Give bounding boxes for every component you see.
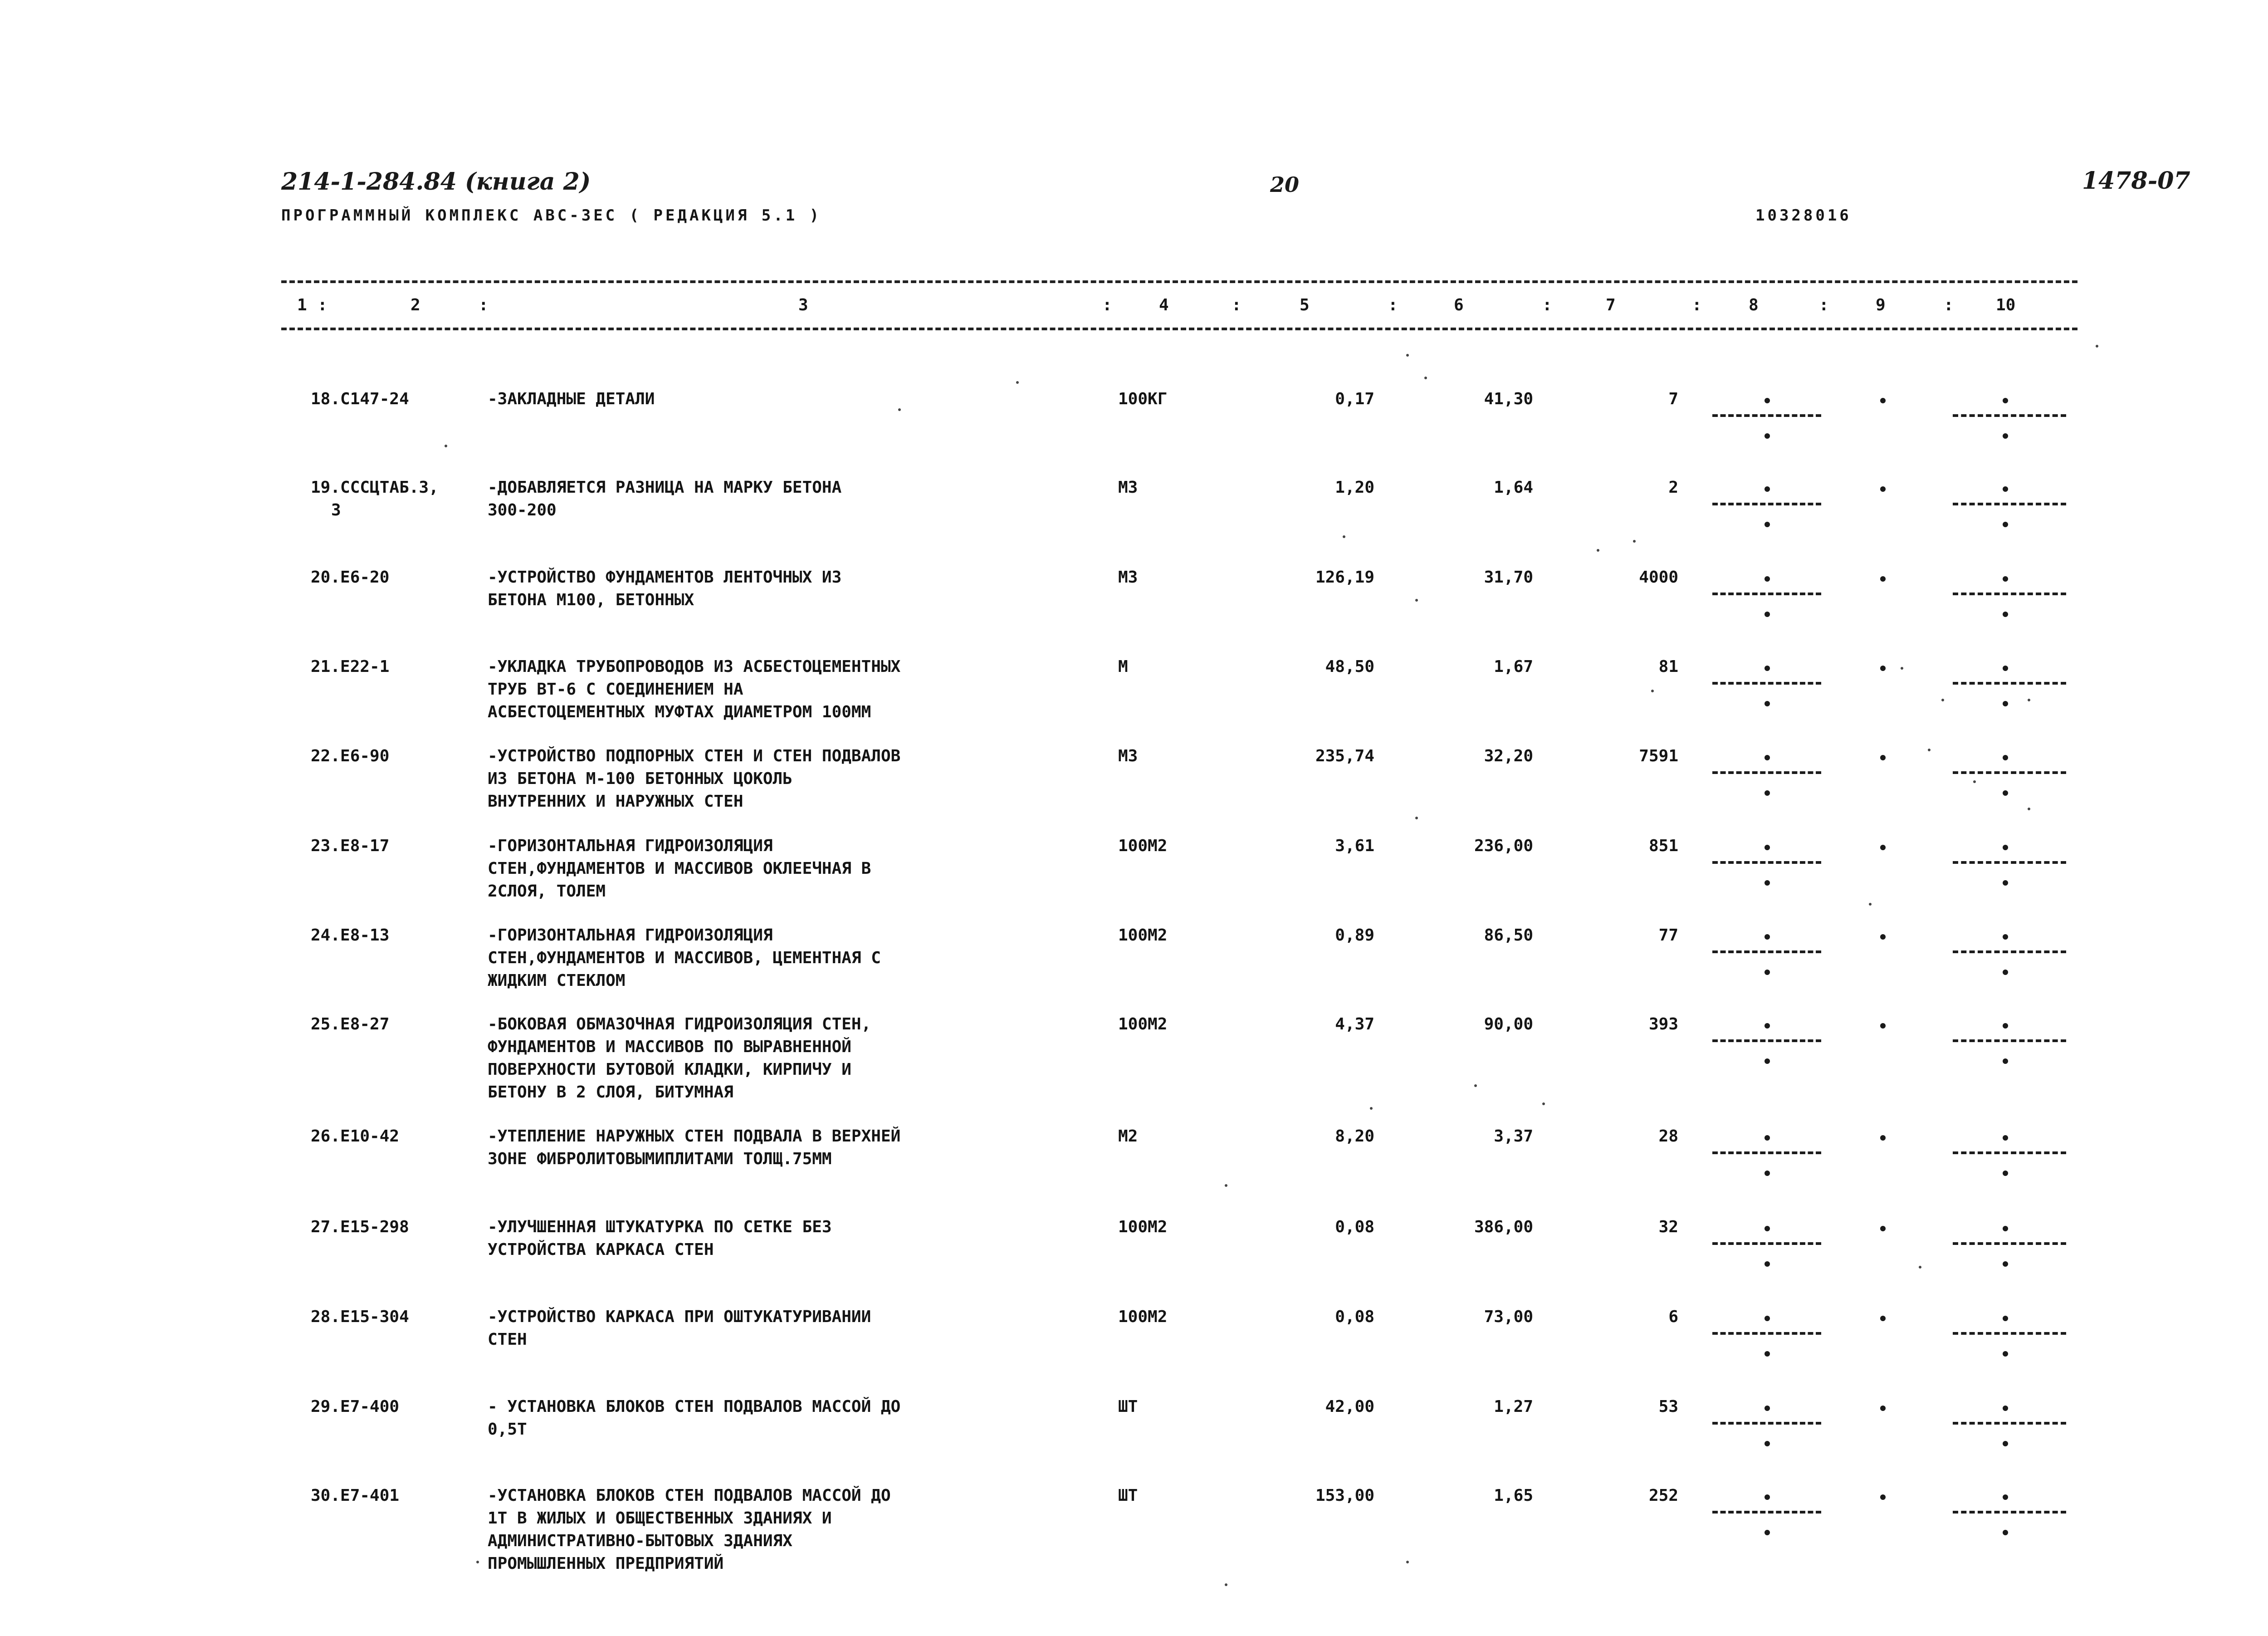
col-header-10: 10 <box>1996 296 2016 314</box>
row-description <box>488 1125 900 1171</box>
col8-mark <box>1765 1135 1770 1141</box>
col-header-2: 2 <box>411 296 420 314</box>
scan-speck <box>1941 699 1944 701</box>
description-line: -ГОРИЗОНТАЛЬНАЯ ГИДРОИЗОЛЯЦИЯ <box>488 926 773 945</box>
description-line: СТЕН,ФУНДАМЕНТОВ И МАССИВОВ ОКЛЕЕЧНАЯ В <box>488 859 871 878</box>
col8-mark <box>1765 1406 1770 1411</box>
col9-mark <box>1880 398 1886 403</box>
col-header-4: 4 <box>1159 296 1169 314</box>
row-quantity: 1,20 <box>1335 478 1374 497</box>
col8-separator <box>1712 771 1821 774</box>
scan-speck <box>1225 1184 1227 1187</box>
row-description <box>488 656 900 724</box>
handwritten-reference: 214-1-284.84 (книга 2) <box>281 168 591 196</box>
description-line: ЖИДКИМ СТЕКЛОМ <box>488 971 626 990</box>
col8-separator <box>1712 861 1821 864</box>
row-description <box>488 388 655 411</box>
col8-mark <box>1765 1171 1770 1176</box>
row-unit-price: 3,37 <box>1494 1127 1533 1146</box>
row-unit: ШТ <box>1118 1397 1138 1416</box>
description-line: СТЕН,ФУНДАМЕНТОВ И МАССИВОВ, ЦЕМЕНТНАЯ С <box>488 949 881 967</box>
col10-mark <box>2003 666 2008 671</box>
scan-speck <box>1597 549 1599 552</box>
row-code: 22.Е6-90 <box>311 747 390 765</box>
row-code: 26.Е10-42 <box>311 1127 400 1146</box>
row-total: 6 <box>1668 1308 1678 1326</box>
col-header-3: 3 <box>798 296 808 314</box>
description-line: -ГОРИЗОНТАЛЬНАЯ ГИДРОИЗОЛЯЦИЯ <box>488 837 773 855</box>
col8-separator <box>1712 1039 1821 1042</box>
row-unit-price: 1,65 <box>1494 1486 1533 1505</box>
row-total: 252 <box>1648 1486 1678 1505</box>
col10-separator <box>1953 771 2066 774</box>
col8-mark <box>1765 486 1770 492</box>
scan-speck <box>1343 535 1345 538</box>
col9-mark <box>1880 1316 1886 1321</box>
col10-mark <box>2003 755 2008 760</box>
scan-speck <box>2096 345 2098 348</box>
col8-separator <box>1712 414 1821 417</box>
description-line: ВНУТРЕННИХ И НАРУЖНЫХ СТЕН <box>488 792 743 811</box>
description-line: ФУНДАМЕНТОВ И МАССИВОВ ПО ВЫРАВНЕННОЙ <box>488 1038 851 1056</box>
col9-mark <box>1880 1135 1886 1141</box>
row-description <box>488 1013 871 1104</box>
description-line: ПРОМЫШЛЕННЫХ ПРЕДПРИЯТИЙ <box>488 1554 724 1573</box>
row-quantity: 3,61 <box>1335 837 1374 855</box>
row-code-continuation: 3 <box>331 501 341 519</box>
col9-mark <box>1880 486 1886 492</box>
row-total: 7591 <box>1639 747 1678 765</box>
scan-speck <box>1406 354 1409 357</box>
scan-speck <box>1474 1084 1477 1087</box>
scan-speck <box>1869 903 1872 906</box>
col9-mark <box>1880 934 1886 940</box>
description-line: АДМИНИСТРАТИВНО-БЫТОВЫХ ЗДАНИЯХ <box>488 1532 792 1550</box>
scan-speck <box>1919 1266 1921 1269</box>
col10-mark <box>2003 1316 2008 1321</box>
row-unit: М3 <box>1118 478 1138 497</box>
col8-mark <box>1765 522 1770 527</box>
row-unit-price: 90,00 <box>1484 1015 1533 1034</box>
col10-mark <box>2003 701 2008 706</box>
col10-mark <box>2003 1441 2008 1446</box>
col10-mark <box>2003 398 2008 403</box>
scan-speck <box>2028 699 2030 701</box>
description-line: -БОКОВАЯ ОБМАЗОЧНАЯ ГИДРОИЗОЛЯЦИЯ СТЕН, <box>488 1015 871 1034</box>
scan-speck <box>2028 808 2030 810</box>
description-line: ТРУБ ВТ-6 С СОЕДИНЕНИЕМ НА <box>488 680 743 699</box>
col8-mark <box>1765 1351 1770 1357</box>
row-total: 32 <box>1658 1218 1678 1236</box>
row-quantity: 42,00 <box>1325 1397 1374 1416</box>
col10-mark <box>2003 845 2008 850</box>
row-total: 77 <box>1658 926 1678 945</box>
col10-mark <box>2003 970 2008 975</box>
row-code: 23.Е8-17 <box>311 837 390 855</box>
scan-speck <box>1016 381 1019 384</box>
col9-mark <box>1880 1226 1886 1231</box>
description-line: -УКЛАДКА ТРУБОПРОВОДОВ ИЗ АСБЕСТОЦЕМЕНТНЫХ <box>488 657 901 676</box>
row-quantity: 235,74 <box>1315 747 1374 765</box>
row-description <box>488 476 841 522</box>
col8-mark <box>1765 845 1770 850</box>
row-code: 20.Е6-20 <box>311 568 390 587</box>
row-code: 18.С147-24 <box>311 390 409 408</box>
row-unit: М2 <box>1118 1127 1138 1146</box>
row-unit-price: 41,30 <box>1484 390 1533 408</box>
row-unit-price: 236,00 <box>1474 837 1533 855</box>
col8-mark <box>1765 1023 1770 1029</box>
row-quantity: 153,00 <box>1315 1486 1374 1505</box>
description-line: АСБЕСТОЦЕМЕНТНЫХ МУФТАХ ДИАМЕТРОМ 100ММ <box>488 703 871 721</box>
col10-mark <box>2003 612 2008 617</box>
col10-mark <box>2003 522 2008 527</box>
col10-separator <box>1953 1422 2066 1425</box>
col8-mark <box>1765 880 1770 886</box>
description-line: 1Т В ЖИЛЫХ И ОБЩЕСТВЕННЫХ ЗДАНИЯХ И <box>488 1509 832 1528</box>
description-line: -УСТАНОВКА БЛОКОВ СТЕН ПОДВАЛОВ МАССОЙ ДО <box>488 1486 891 1505</box>
col8-mark <box>1765 1494 1770 1500</box>
col8-mark <box>1765 1261 1770 1267</box>
scan-speck <box>1370 1107 1373 1110</box>
col8-mark <box>1765 1316 1770 1321</box>
row-total: 53 <box>1658 1397 1678 1416</box>
description-line: ПОВЕРХНОСТИ БУТОВОЙ КЛАДКИ, КИРПИЧУ И <box>488 1060 851 1079</box>
row-total: 393 <box>1648 1015 1678 1034</box>
row-quantity: 0,17 <box>1335 390 1374 408</box>
col8-separator <box>1712 950 1821 953</box>
row-total: 81 <box>1658 657 1678 676</box>
col9-mark <box>1880 1494 1886 1500</box>
description-line: УСТРОЙСТВА КАРКАСА СТЕН <box>488 1240 714 1259</box>
document-code: 10328016 <box>1755 206 1852 225</box>
description-line: 0,5Т <box>488 1420 527 1439</box>
col8-separator <box>1712 1242 1821 1245</box>
col10-mark <box>2003 1171 2008 1176</box>
col-header-6: 6 <box>1454 296 1464 314</box>
col10-separator <box>1953 1332 2066 1335</box>
col8-mark <box>1765 970 1770 975</box>
scan-speck <box>898 408 901 411</box>
col10-mark <box>2003 1058 2008 1064</box>
col8-mark <box>1765 1058 1770 1064</box>
col10-separator <box>1953 593 2066 595</box>
col10-separator <box>1953 682 2066 685</box>
scan-speck <box>1651 690 1654 692</box>
row-unit: М <box>1118 657 1128 676</box>
col10-mark <box>2003 486 2008 492</box>
col8-mark <box>1765 433 1770 439</box>
col10-mark <box>2003 1226 2008 1231</box>
row-code: 29.Е7-400 <box>311 1397 400 1416</box>
row-unit: 100М2 <box>1118 837 1168 855</box>
row-code: 30.Е7-401 <box>311 1486 400 1505</box>
col9-mark <box>1880 1406 1886 1411</box>
col-header-8: 8 <box>1749 296 1759 314</box>
program-line: ПРОГРАММНЫЙ КОМПЛЕКС АВС-ЗЕС ( РЕДАКЦИЯ 5.1 ) <box>281 206 822 225</box>
col9-mark <box>1880 755 1886 760</box>
description-line: -УЛУЧШЕННАЯ ШТУКАТУРКА ПО СЕТКЕ БЕЗ <box>488 1218 832 1236</box>
row-description <box>488 566 841 612</box>
row-quantity: 0,89 <box>1335 926 1374 945</box>
table-header-rule <box>281 328 2077 330</box>
col9-mark <box>1880 845 1886 850</box>
scan-speck <box>1542 1102 1545 1105</box>
col10-separator <box>1953 1151 2066 1154</box>
col10-separator <box>1953 950 2066 953</box>
col10-mark <box>2003 1135 2008 1141</box>
row-unit: 100М2 <box>1118 1308 1168 1326</box>
row-unit-price: 32,20 <box>1484 747 1533 765</box>
row-unit: 100М2 <box>1118 1015 1168 1034</box>
description-line: -УСТРОЙСТВО ПОДПОРНЫХ СТЕН И СТЕН ПОДВАЛОВ <box>488 747 901 765</box>
col-header-5: 5 <box>1300 296 1310 314</box>
row-description <box>488 1216 832 1261</box>
row-quantity: 4,37 <box>1335 1015 1374 1034</box>
col10-mark <box>2003 880 2008 886</box>
row-code: 28.Е15-304 <box>311 1308 409 1326</box>
row-code: 25.Е8-27 <box>311 1015 390 1034</box>
col10-mark <box>2003 790 2008 796</box>
col8-mark <box>1765 790 1770 796</box>
row-description <box>488 835 871 903</box>
description-line: -ДОБАВЛЯЕТСЯ РАЗНИЦА НА МАРКУ БЕТОНА <box>488 478 842 497</box>
description-line: ИЗ БЕТОНА М-100 БЕТОННЫХ ЦОКОЛЬ <box>488 769 792 788</box>
scan-speck <box>1415 599 1418 602</box>
description-line: -ЗАКЛАДНЫЕ ДЕТАЛИ <box>488 390 655 408</box>
page-number: 20 <box>1270 172 1300 197</box>
col8-separator <box>1712 1332 1821 1335</box>
row-total: 7 <box>1668 390 1678 408</box>
col8-separator <box>1712 503 1821 505</box>
col8-separator <box>1712 1511 1821 1514</box>
col10-mark <box>2003 433 2008 439</box>
scan-speck <box>1633 540 1636 543</box>
row-code: 24.Е8-13 <box>311 926 390 945</box>
row-unit: ШТ <box>1118 1486 1138 1505</box>
scan-speck <box>1225 1583 1227 1586</box>
row-unit-price: 1,64 <box>1494 478 1533 497</box>
row-unit-price: 31,70 <box>1484 568 1533 587</box>
scan-speck <box>1406 1561 1409 1563</box>
description-line: 300-200 <box>488 501 557 519</box>
handwritten-sheet-number: 1478-07 <box>2082 167 2190 195</box>
scan-speck <box>445 445 447 447</box>
col-header-1: 1 <box>297 296 307 314</box>
col10-mark <box>2003 1261 2008 1267</box>
row-unit: М3 <box>1118 568 1138 587</box>
scan-speck <box>1901 667 1903 670</box>
col8-mark <box>1765 934 1770 940</box>
description-line: БЕТОНУ В 2 СЛОЯ, БИТУМНАЯ <box>488 1083 733 1102</box>
col8-separator <box>1712 1422 1821 1425</box>
col9-mark <box>1880 576 1886 582</box>
row-unit-price: 86,50 <box>1484 926 1533 945</box>
col-header-7: 7 <box>1606 296 1616 314</box>
row-quantity: 0,08 <box>1335 1308 1374 1326</box>
row-description <box>488 1484 891 1575</box>
col10-mark <box>2003 934 2008 940</box>
scan-speck <box>1973 780 1976 783</box>
row-unit: 100КГ <box>1118 390 1168 408</box>
scan-speck <box>1928 749 1931 751</box>
row-quantity: 0,08 <box>1335 1218 1374 1236</box>
row-total: 851 <box>1648 837 1678 855</box>
row-total: 2 <box>1668 478 1678 497</box>
row-unit: 100М2 <box>1118 1218 1168 1236</box>
row-code: 21.Е22-1 <box>311 657 390 676</box>
col8-separator <box>1712 682 1821 685</box>
description-line: -УСТРОЙСТВО ФУНДАМЕНТОВ ЛЕНТОЧНЫХ ИЗ <box>488 568 842 587</box>
document-page: 214-1-284.84 (книга 2) 20 1478-07 ПРОГРАММНЫЙ КОМПЛЕКС АВС-ЗЕС ( РЕДАКЦИЯ 5.1 ) 10328016 1 : 2 : 3 : 4 : 5 : 6 : 7 : 8 : 9 : 10 18.С147-24 -ЗАКЛАДНЫЕ ДЕТАЛИ 100КГ 0,17 41,30 7 19.СССЦТАБ.3, 3 -ДОБАВЛЯЕТСЯ РАЗНИЦА НА МАРКУ БЕТОНА 300-200 М3 1,20 1,64 2 20.Е6-20 -УСТРОЙСТВО ФУНДАМЕНТОВ ЛЕНТОЧНЫХ ИЗ БЕТОНА М100, БЕТОННЫХ М3 126,19 31,70 4000 21.Е22-1 -УКЛАДКА ТРУБОПРОВОДОВ ИЗ АСБЕСТОЦЕМЕНТНЫХ ТРУБ ВТ-6 С СОЕДИНЕНИЕМ НА АСБЕСТОЦЕМЕНТНЫХ МУФТАХ ДИАМЕТРОМ 100ММ М 48,50 1,67 81 22.Е6-90 -УСТРОЙСТВО ПОДПОРНЫХ СТЕН И СТЕН ПОДВАЛОВ ИЗ БЕТОНА М-100 БЕТОННЫХ ЦОКОЛЬ ВНУТРЕННИХ И НАРУЖНЫХ СТЕН М3 235,74 32,20 7591 23.Е8-17 -ГОРИЗОНТАЛЬНАЯ ГИДРОИЗОЛЯЦИЯ СТЕН,ФУНДАМЕНТОВ И МАССИВОВ ОКЛЕЕЧНАЯ В 2СЛОЯ, ТОЛЕМ 100М2 3,61 236,00 851 24.Е8-13 -ГОРИЗОНТАЛЬНАЯ ГИДРОИЗОЛЯЦИЯ СТЕН,ФУНДАМЕНТОВ И МАССИВОВ, ЦЕМЕНТНАЯ С ЖИДКИМ СТЕКЛОМ 100М2 0,89 86,50 77 25.Е8-27 -БОКОВАЯ ОБМАЗОЧНАЯ ГИДРОИЗОЛЯЦИЯ СТЕН, ФУНДАМЕНТОВ И МАССИВОВ ПО ВЫРАВНЕННОЙ ПОВЕРХНОСТИ БУТОВОЙ КЛАДКИ, КИРПИЧУ И БЕТОНУ В 2 СЛОЯ, БИТУМНАЯ 100М2 4,37 90,00 393 26.Е10-42 -УТЕПЛЕНИЕ НАРУЖНЫХ СТЕН ПОДВАЛА В ВЕРХНЕЙ ЗОНЕ ФИБРОЛИТОВЫМИПЛИТАМИ ТОЛЩ.75ММ М2 8,20 3,37 28 27.Е15-298 -УЛУЧШЕННАЯ ШТУКАТУРКА ПО СЕТКЕ БЕЗ УСТРОЙСТВА КАРКАСА СТЕН 100М2 0,08 386,00 32 28.Е15-304 -УСТРОЙСТВО КАРКАСА ПРИ ОШТУКАТУРИВАНИИ СТЕН 100М2 0,08 73,00 6 29.Е7-400 - УСТАНОВКА БЛОКОВ СТЕН ПОДВАЛОВ МАССОЙ ДО 0,5Т ШТ 42,00 1,27 53 30.Е7-401 -УСТАНОВКА БЛОКОВ СТЕН ПОДВАЛОВ МАССОЙ ДО 1Т В ЖИЛЫХ И ОБЩЕСТВЕННЫХ ЗДАНИЯХ И АДМИНИСТРАТИВНО-БЫТОВЫХ ЗДАНИЯХ ПРОМЫШЛЕННЫХ ПРЕДПРИЯТИЙ ШТ 153,00 1,65 252 <box>0 0 2268 1636</box>
col10-separator <box>1953 1511 2066 1514</box>
col10-mark <box>2003 1351 2008 1357</box>
scan-speck <box>476 1561 479 1563</box>
col-header-9: 9 <box>1876 296 1886 314</box>
col10-separator <box>1953 1039 2066 1042</box>
col10-mark <box>2003 1494 2008 1500</box>
row-quantity: 8,20 <box>1335 1127 1374 1146</box>
row-code: 19.СССЦТАБ.3, <box>311 478 439 497</box>
row-description <box>488 1396 900 1441</box>
col8-mark <box>1765 612 1770 617</box>
description-line: ЗОНЕ ФИБРОЛИТОВЫМИПЛИТАМИ ТОЛЩ.75ММ <box>488 1150 832 1168</box>
col8-mark <box>1765 1530 1770 1535</box>
col8-separator <box>1712 1151 1821 1154</box>
description-line: -УТЕПЛЕНИЕ НАРУЖНЫХ СТЕН ПОДВАЛА В ВЕРХНЕЙ <box>488 1127 901 1146</box>
description-line: - УСТАНОВКА БЛОКОВ СТЕН ПОДВАЛОВ МАССОЙ ДО <box>488 1397 901 1416</box>
col10-separator <box>1953 414 2066 417</box>
row-unit-price: 386,00 <box>1474 1218 1533 1236</box>
col8-mark <box>1765 755 1770 760</box>
col9-mark <box>1880 1023 1886 1029</box>
col10-separator <box>1953 861 2066 864</box>
row-unit-price: 1,67 <box>1494 657 1533 676</box>
col8-mark <box>1765 398 1770 403</box>
row-unit-price: 73,00 <box>1484 1308 1533 1326</box>
col8-separator <box>1712 593 1821 595</box>
col10-mark <box>2003 1023 2008 1029</box>
col10-separator <box>1953 1242 2066 1245</box>
row-unit: 100М2 <box>1118 926 1168 945</box>
col8-mark <box>1765 1226 1770 1231</box>
row-unit-price: 1,27 <box>1494 1397 1533 1416</box>
description-line: 2СЛОЯ, ТОЛЕМ <box>488 882 606 901</box>
row-quantity: 126,19 <box>1315 568 1374 587</box>
col10-mark <box>2003 576 2008 582</box>
col10-separator <box>1953 503 2066 505</box>
col9-mark <box>1880 666 1886 671</box>
row-quantity: 48,50 <box>1325 657 1374 676</box>
row-description <box>488 745 900 813</box>
scan-speck <box>1424 377 1427 379</box>
col10-mark <box>2003 1530 2008 1535</box>
col8-mark <box>1765 1441 1770 1446</box>
description-line: -УСТРОЙСТВО КАРКАСА ПРИ ОШТУКАТУРИВАНИИ <box>488 1308 871 1326</box>
description-line: СТЕН <box>488 1330 527 1349</box>
scan-speck <box>1415 817 1418 819</box>
row-unit: М3 <box>1118 747 1138 765</box>
col8-mark <box>1765 701 1770 706</box>
row-description <box>488 924 881 992</box>
row-description <box>488 1306 871 1351</box>
row-total: 28 <box>1658 1127 1678 1146</box>
col10-mark <box>2003 1406 2008 1411</box>
row-total: 4000 <box>1639 568 1678 587</box>
col8-mark <box>1765 666 1770 671</box>
col8-mark <box>1765 576 1770 582</box>
table-top-rule <box>281 280 2077 283</box>
row-code: 27.Е15-298 <box>311 1218 409 1236</box>
description-line: БЕТОНА М100, БЕТОННЫХ <box>488 591 694 609</box>
